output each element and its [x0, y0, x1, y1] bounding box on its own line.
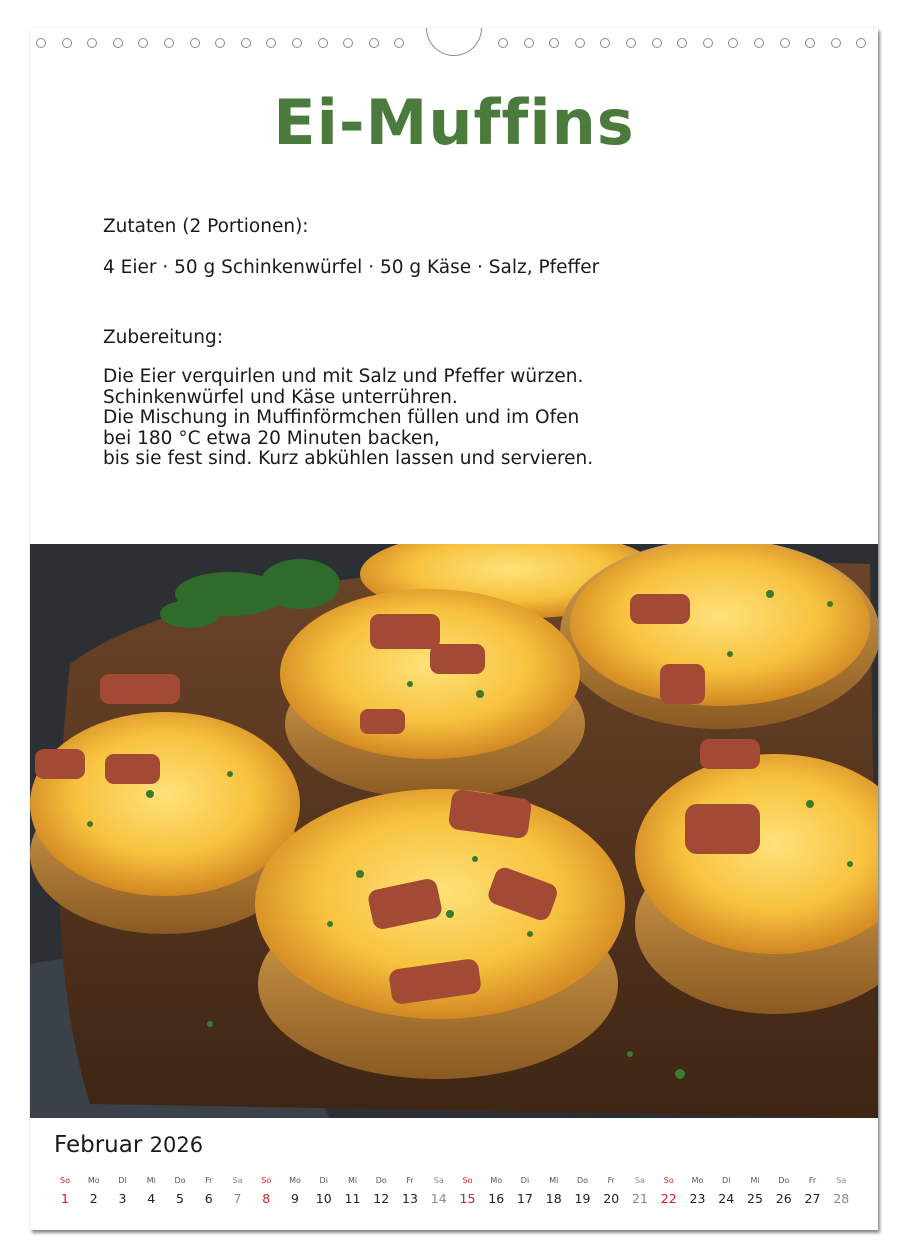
day-number: 22	[660, 1191, 677, 1206]
weekday-label: Fr	[808, 1176, 817, 1185]
binding-ring	[805, 38, 815, 48]
binding-ring	[728, 38, 738, 48]
binding-ring	[677, 38, 687, 48]
day-number: 17	[517, 1191, 533, 1206]
calendar-grid	[30, 1118, 878, 1230]
weekday-label: Sa	[635, 1176, 645, 1185]
day-cell	[280, 1176, 310, 1206]
day-cell	[769, 1176, 799, 1206]
day-cell	[798, 1176, 828, 1206]
day-number: 20	[603, 1191, 620, 1206]
ingredients-list: 4 Eier · 50 g Schinkenwürfel · 50 g Käse · Salz, Pfeffer	[103, 257, 600, 278]
binding-ring	[292, 38, 302, 48]
year-label: 2026	[149, 1133, 204, 1157]
weekday-label: So	[462, 1176, 473, 1185]
day-number: 7	[233, 1191, 242, 1206]
binding-ring	[754, 38, 764, 48]
day-number: 16	[488, 1191, 505, 1206]
day-cell	[165, 1176, 195, 1206]
day-number: 24	[718, 1191, 735, 1206]
preparation-steps	[103, 367, 803, 470]
weekday-label: Mo	[87, 1176, 100, 1185]
day-cell	[424, 1176, 454, 1206]
weekday-label: Di	[520, 1176, 530, 1185]
day-number: 5	[176, 1191, 184, 1206]
step-line: bis sie fest sind. Kurz abkühlen lassen und servieren.	[103, 448, 594, 469]
day-number: 25	[747, 1191, 763, 1206]
day-cell	[683, 1176, 713, 1206]
day-cell	[453, 1176, 483, 1206]
day-number: 4	[147, 1191, 156, 1206]
binding-ring	[831, 38, 841, 48]
month-label	[54, 1132, 203, 1158]
binding-ring	[600, 38, 610, 48]
day-cell	[366, 1176, 396, 1206]
binding-ring	[164, 38, 174, 48]
day-cell	[711, 1176, 741, 1206]
recipe-text	[103, 216, 803, 470]
day-number: 13	[402, 1191, 418, 1206]
binding-ring	[549, 38, 559, 48]
weekday-label: Mo	[289, 1176, 301, 1185]
step-line: Schinkenwürfel und Käse unterrühren.	[103, 386, 458, 408]
day-cell	[481, 1176, 511, 1206]
day-number: 27	[804, 1191, 821, 1206]
day-number: 12	[373, 1191, 390, 1206]
month-name: Februar	[54, 1132, 143, 1158]
weekday-label: Fr	[205, 1176, 213, 1185]
day-cell	[251, 1176, 281, 1206]
binding-ring	[241, 38, 251, 48]
preparation-heading: Zubereitung:	[103, 327, 223, 348]
day-cell	[740, 1176, 770, 1206]
binding-ring	[87, 38, 97, 48]
day-cell	[223, 1176, 253, 1206]
day-cell	[395, 1176, 425, 1206]
binding-ring	[498, 38, 508, 48]
weekday-label: Mi	[146, 1176, 156, 1185]
binding-ring	[343, 38, 353, 48]
day-number: 8	[262, 1191, 271, 1206]
weekday-label: Do	[778, 1176, 790, 1185]
weekday-label: Do	[174, 1176, 186, 1185]
day-number: 11	[344, 1191, 361, 1206]
binding-ring	[780, 38, 790, 48]
day-cell	[625, 1176, 655, 1206]
weekday-label: Sa	[836, 1176, 847, 1185]
day-cell	[654, 1176, 684, 1206]
binding-ring	[626, 38, 636, 48]
day-cell	[79, 1176, 109, 1206]
hanger-hook	[426, 28, 482, 56]
binding-rings	[30, 28, 878, 60]
binding-ring	[703, 38, 713, 48]
day-number: 2	[89, 1191, 98, 1206]
day-number: 1	[61, 1191, 69, 1206]
day-cell	[539, 1176, 569, 1206]
binding-ring	[318, 38, 328, 48]
day-number: 21	[632, 1191, 648, 1206]
weekday-label: Di	[118, 1176, 127, 1185]
weekday-label: Mi	[549, 1176, 559, 1185]
binding-ring	[575, 38, 585, 48]
weekday-label: Sa	[232, 1176, 243, 1185]
binding-ring	[369, 38, 379, 48]
day-number: 9	[291, 1191, 299, 1206]
weekday-label: So	[261, 1176, 272, 1185]
day-number: 15	[459, 1191, 476, 1206]
weekday-label: So	[663, 1176, 674, 1185]
binding-ring	[394, 38, 404, 48]
day-number: 10	[315, 1191, 332, 1206]
day-cell	[194, 1176, 224, 1206]
day-number: 19	[574, 1191, 591, 1206]
weekday-label: Fr	[607, 1176, 615, 1185]
binding-ring	[215, 38, 225, 48]
binding-ring	[36, 38, 46, 48]
step-line: Die Eier verquirlen und mit Salz und Pfeffer würzen.	[103, 366, 584, 387]
day-cell	[136, 1176, 166, 1206]
ingredients-heading: Zutaten (2 Portionen):	[103, 216, 309, 237]
weekday-label: Mi	[347, 1176, 358, 1185]
day-number: 26	[775, 1191, 792, 1206]
day-cell	[568, 1176, 598, 1206]
step-line: bei 180 °C etwa 20 Minuten backen,	[103, 427, 440, 449]
day-cell	[338, 1176, 368, 1206]
day-cell	[510, 1176, 540, 1206]
weekday-label: So	[60, 1176, 70, 1185]
weekday-label: Mo	[490, 1176, 503, 1185]
day-cell	[309, 1176, 339, 1206]
binding-ring	[62, 38, 72, 48]
day-number: 6	[204, 1191, 213, 1206]
binding-ring	[524, 38, 534, 48]
day-cell	[596, 1176, 626, 1206]
binding-ring	[652, 38, 662, 48]
binding-ring	[266, 38, 276, 48]
weekday-label: Di	[722, 1176, 731, 1185]
day-cell	[108, 1176, 138, 1206]
calendar-page	[30, 28, 878, 1230]
recipe-title: Ei-Muffins	[273, 86, 635, 159]
binding-ring	[856, 38, 866, 48]
binding-ring	[138, 38, 148, 48]
weekday-label: Mo	[691, 1176, 704, 1185]
weekday-label: Sa	[433, 1176, 444, 1185]
weekday-label: Do	[375, 1176, 387, 1185]
weekday-label: Fr	[406, 1176, 414, 1185]
egg-muffins-photo	[30, 544, 878, 1118]
day-cell	[826, 1176, 856, 1206]
binding-ring	[190, 38, 200, 48]
day-number: 18	[545, 1191, 562, 1206]
weekday-label: Mi	[750, 1176, 760, 1185]
weekday-label: Do	[576, 1176, 589, 1185]
day-number: 28	[833, 1191, 850, 1206]
day-cell	[50, 1176, 80, 1206]
day-number: 14	[430, 1191, 447, 1206]
step-line: Die Mischung in Muffinförmchen füllen und im Ofen	[103, 407, 580, 428]
day-number: 3	[118, 1191, 127, 1206]
weekday-label: Di	[319, 1176, 328, 1185]
binding-ring	[113, 38, 123, 48]
day-number: 23	[689, 1191, 706, 1206]
